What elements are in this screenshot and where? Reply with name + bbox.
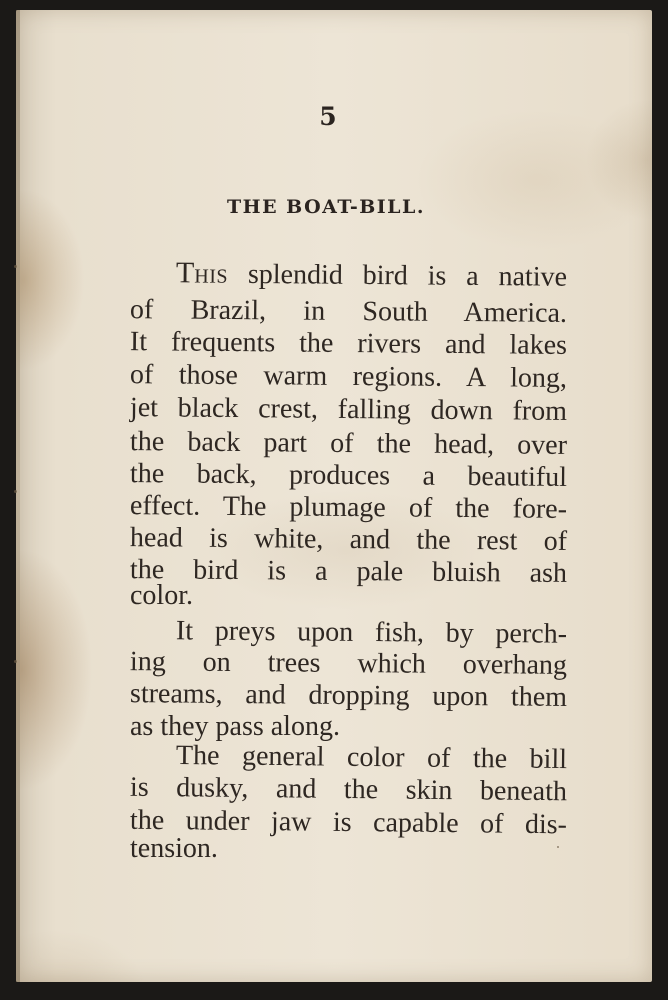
text-line: ing on trees which overhang — [129, 646, 568, 681]
drop-cap: T — [175, 256, 195, 290]
text-line: effect. The plumage of the fore- — [129, 490, 568, 525]
text-line: head is white, and the rest of — [129, 522, 568, 557]
text-line: color. — [130, 580, 193, 611]
page-number: 5 — [319, 102, 337, 131]
text-line: the under jaw is capable of dis- — [129, 804, 568, 841]
text-line: The general color of the bill — [175, 739, 568, 776]
binding-stitch-mark — [14, 265, 17, 268]
chapter-title: THE BOAT-BILL. — [226, 196, 425, 218]
text-line — [176, 256, 567, 292]
ink-speck — [557, 846, 559, 848]
text-line: of Brazil, in South America. — [129, 294, 568, 329]
text-line: of those warm regions. A long, — [129, 359, 568, 394]
text-line: It preys upon fish, by perch- — [175, 615, 568, 650]
binding-stitch-mark — [14, 490, 17, 493]
text-line: tension. — [130, 833, 218, 864]
text-line: It frequents the rivers and lakes — [129, 326, 568, 361]
text-line: is dusky, and the skin beneath — [129, 771, 568, 808]
text-line: the bird is a pale bluish ash — [129, 554, 568, 589]
text-line: jet black crest, falling down from — [129, 392, 568, 427]
small-caps-word: HIS — [194, 265, 229, 288]
text-line: the back part of the head, over — [129, 426, 568, 461]
text-line: streams, and dropping upon them — [129, 678, 568, 713]
text-line: as they pass along. — [130, 711, 340, 742]
text-line-rest: splendid bird is a native — [227, 258, 568, 293]
text-line: the back, produces a beautiful — [129, 458, 568, 493]
book-page — [16, 10, 652, 982]
binding-stitch-mark — [14, 660, 17, 663]
